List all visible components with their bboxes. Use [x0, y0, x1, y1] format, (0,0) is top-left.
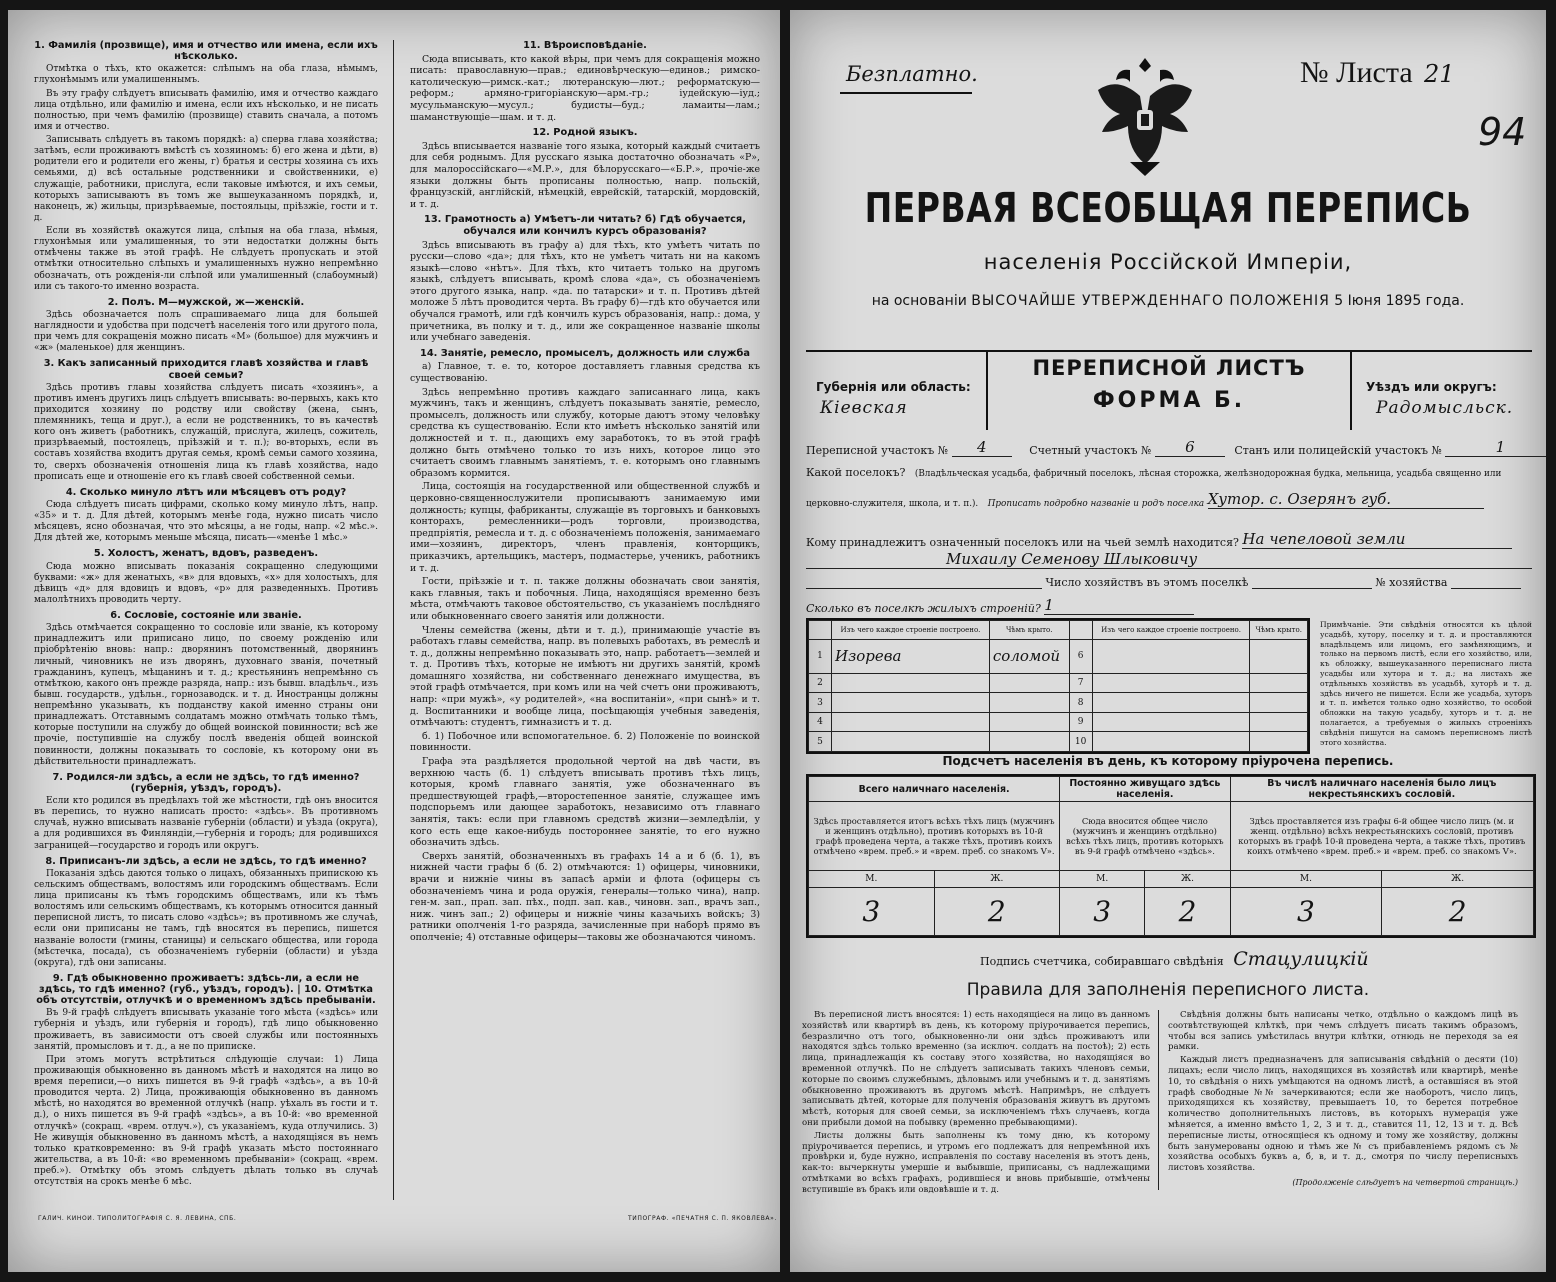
- buildings-header-num: [809, 621, 832, 640]
- signature-value: Стацулицкій: [1233, 948, 1369, 970]
- pop-desc-non-peasant: Здѣсь проставляется изъ графы 6-й общее число лицъ (м. и женщ. отдѣльно) всѣхъ некрестьянскихъ сословій, противъ которыхъ въ графѣ 10-й проведена черта, а также тѣхъ, противъ коихъ отмѣчено «врем. преб.» и «врем. преб. со знакомъ V».: [1230, 802, 1533, 870]
- census-district-value: 4: [952, 438, 1012, 457]
- building-num: 2: [809, 673, 832, 693]
- building-num: 6: [1069, 640, 1092, 674]
- instruction-paragraph: Записывать слѣдуетъ въ такомъ порядкѣ: а) сперва глава хозяйства; затѣмъ, если проживаютъ вмѣстѣ съ хозяиномъ: б) его жена и дѣти, в) родители его и родители его жены, г) братья и сестры хозяина съ ихъ семьями, д) всѣ остальные родственники и свойственники, е) служащіе, работники, прислуга, если таковые имѣются, и ихъ семьи, которыхъ записываютъ въ томъ же вышеуказанномъ порядкѣ, и, наконецъ, ж) жильцы, призрѣваемые, постояльцы, пріѣзжіе, гости и т. д.: [34, 135, 378, 223]
- owner-value-2: Михаилу Семенову Шлыковичу: [806, 550, 1532, 569]
- instruction-paragraph: При этомъ могутъ встрѣтиться слѣдующіе случаи: 1) Лица проживающія обыкновенно въ данномъ мѣстѣ и находятся на лицо во время переписи,—о нихъ пишется въ 9-й графѣ «здѣсь», а въ 10-й проводится черта. 2) Лица, проживающія обыкновенно въ данномъ мѣстѣ, но находятся во временной отлучкѣ (напр. уѣхалъ въ гости и т. д.), о нихъ пишется въ 9-й графѣ «здѣсь», а въ 10-й: «во временной отлучкѣ» (сокращ. «врем. отлуч.»), съ указаніемъ, куда отлучились. 3) Не живущія обыкновенно въ данномъ мѣстѣ, а находящіяся въ немъ только кратковременно: въ 9-й графѣ указать мѣсто постояннаго жительства, а въ 10-й: «во временномъ пребываніи» (сокращ. «врем. преб.»). Отмѣтку объ этомъ слѣдуетъ дѣлать только въ случаѣ отсутствія на срокъ менѣе 6 мѣс.: [34, 1054, 378, 1188]
- instruction-paragraph: Здѣсь вписывается названіе того языка, который каждый считаетъ для себя роднымъ. Для русскаго языка достаточно обозначать «Р», для малороссійскаго—«М.Р.», для бѣлорусскаго—«Б.Р.», прочіе-же языки должны быть прописаны полностью, напр. польскій, французскій, англійскій, нѣмецкій, еврейскій, татарскій, мордовскій, и т. д.: [410, 140, 760, 210]
- building-material: [832, 673, 990, 693]
- total-female-value: 2: [934, 888, 1060, 936]
- right-page-census-form: [790, 10, 1546, 1272]
- buildings-note: Примѣчаніе. Эти свѣдѣнія относятся къ цѣлой усадьбѣ, хутору, поселку и т. д. и проставляются владѣльцемъ или лицомъ, его замѣняющимъ, и только на первомъ листѣ, если его хозяйство, или, къ обложку, вышеуказанного переписнаго листа усадьбы или хутора и т. д.; на листахъ же отдѣльныхъ хозяйствъ въ усадьбѣ, хуторѣ и т. д. здѣсь ничего не пишется. Если же усадьба, хуторъ и т. п. имѣется только одно хозяйство, то особой обложки на такую усадьбу, хуторъ и т. д. не полагается, а требуемыя о жилыхъ строеніяхъ свѣдѣнія пишутся на самомъ переписномъ листѣ этого хозяйства.: [1320, 620, 1532, 747]
- basis-caps: ВЫСОЧАЙШЕ УТВЕРЖДЕННАГО ПОЛОЖЕНІЯ: [971, 293, 1330, 309]
- non-peasant-male-value: 3: [1230, 888, 1382, 936]
- households-row: [806, 576, 1532, 589]
- building-roof: [1250, 693, 1308, 713]
- instruction-paragraph: Сюда слѣдуетъ писать цифрами, сколько кому минуло лѣтъ, напр. «35» и т. д. Для дѣтей, которымъ менѣе года, нужно писать число мѣсяцевъ, ясно обозначая, что это мѣсяцы, а не годы, напр. «2 мѣс.». Для дѣтей же, которымъ меньше мѣсяца, писать—«менѣе 1 мѣс.»: [34, 499, 378, 544]
- instruction-paragraph: Показанія здѣсь даются только о лицахъ, обязанныхъ припискою къ сельскимъ обществамъ, волостямъ или городскимъ обществамъ. Если лица приписаны къ тѣмъ городскимъ обществамъ, или къ тѣмъ волостямъ или сельскимъ обществамъ, къ которымъ относится данный переписной листъ, то писать слово «здѣсь»; въ противномъ же случаѣ, если они приписаны не тамъ, гдѣ вносятся въ перепись, пишется названіе волости (гмины, станицы) и сельскаго общества, или города (мѣстечка, посада), съ обозначеніемъ губерніи (области) и уѣзда (округа), гдѣ они записаны.: [34, 868, 378, 968]
- form-subtitle: населенія Россійской Имперіи,: [983, 250, 1353, 274]
- building-num: 3: [809, 693, 832, 713]
- instruction-heading: 7. Родился-ли здѣсь, а если не здѣсь, то гдѣ именно? (губернія, уѣздъ, городъ).: [52, 771, 360, 794]
- population-count-table: [806, 774, 1536, 938]
- header-top-rule: [806, 350, 1532, 352]
- male-col-label: М.: [1060, 870, 1145, 887]
- non-peasant-female-value: 2: [1382, 888, 1534, 936]
- pop-desc-total: Здѣсь проставляется итогъ всѣхъ тѣхъ лицъ (мужчинъ и женщинъ отдѣльно), противъ которыхъ въ 10-й графѣ проведена черта, а также тѣхъ, противъ коихъ отмѣчено «врем. преб.» и «врем. преб. со знакомъ V».: [809, 802, 1060, 870]
- buildings-header-material-2: Изъ чего каждое строеніе построено.: [1092, 621, 1250, 640]
- basis-prefix: на основаніи: [871, 293, 967, 309]
- basis-suffix: 5 Іюня 1895 года.: [1334, 293, 1465, 309]
- male-col-label: М.: [809, 870, 935, 887]
- sheet-number-value: 21: [1424, 60, 1455, 88]
- table-row: [809, 640, 1308, 674]
- double-headed-eagle-emblem-icon: [1090, 50, 1200, 180]
- building-material: [1092, 693, 1250, 713]
- instruction-heading: 12. Родной языкъ.: [532, 127, 638, 139]
- building-material: [832, 732, 990, 752]
- instruction-paragraph: Отмѣтка о тѣхъ, кто окажется: слѣпымъ на оба глаза, нѣмымъ, глухонѣмымъ или умалишеннымъ.: [34, 64, 378, 86]
- instruction-paragraph: Здѣсь непремѣнно противъ каждаго записаннаго лица, какъ мужчинъ, такъ и женщинъ, слѣдуетъ показывать занятіе, ремесло, промыселъ, должность или службу, которые даютъ этому человѣку средства къ существованію. Если кто имѣетъ нѣсколько занятій или должностей и т. п., дающихъ ему заработокъ, то въ этой графѣ должно быть отмѣчено только то изъ нихъ, которое лицо это считаетъ своимъ главнымъ занятіемъ, т. е. которымъ оно главнымъ образомъ кормится.: [410, 386, 760, 479]
- households-blank: [806, 588, 1042, 589]
- instruction-paragraph: Если въ хозяйствѣ окажутся лица, слѣпыя на оба глаза, нѣмыя, глухонѣмыя или умалишенныя, то эти недостатки должны быть отмѣчены также въ этой графѣ. Не слѣдуетъ пропускать и этой отмѣтки относительно слѣпыхъ и умалишенныхъ нужно непремѣнно обозначать, отъ рожденія-ли слѣпой или умалишенный (слабоумный) или съ такого-то именно возраста.: [34, 226, 378, 292]
- table-row: [809, 732, 1308, 752]
- buildings-count-value: 1: [1044, 596, 1194, 615]
- buildings-count-label: Сколько въ поселкѣ жилыхъ строеній?: [806, 602, 1041, 615]
- police-district-value: 1: [1445, 438, 1546, 457]
- settlement-hint-continued: церковно-служителя, школа, и т. п.).: [806, 499, 979, 509]
- building-material: [1092, 673, 1250, 693]
- instruction-heading: 13. Грамотность а) Умѣетъ-ли читать? б) Гдѣ обучается, обучался или кончилъ курсъ образованія?: [424, 214, 746, 237]
- permanent-female-value: 2: [1145, 888, 1230, 936]
- sheet-number-label: № Листа: [1300, 56, 1413, 89]
- building-roof: [1250, 640, 1308, 674]
- census-district-label: Переписной участокъ №: [806, 444, 949, 457]
- signature-label: Подпись счетчика, собиравшаго свѣдѣнія: [980, 955, 1224, 968]
- building-roof: [989, 732, 1069, 752]
- owner-value: На чепеловой земли: [1242, 530, 1512, 549]
- rules-paragraph: Листы должны быть заполнены къ тому дню, къ которому пріурочивается перепись, и утромъ его подлежатъ для непремѣнной ихъ провѣрки и, буде нужно, исправленія по составу населенія въ этотъ день, как-то: вычеркнуты умершіе и выбывшіе, приписаны, съ надлежащими отмѣтками во всѣхъ графахъ, родившіеся и вновь прибывшіе, отмѣчены вступившіе въ бракъ или овдовѣвшіе и т. д.: [802, 1130, 1150, 1195]
- instruction-paragraph: Здѣсь противъ главы хозяйства слѣдуетъ писать «хозяинъ», а противъ именъ другихъ лицъ слѣдуетъ вписывать: во-первыхъ, какъ кто приходится хозяину по родству или свойству (жена, сынъ, племянникъ, теща и друг.), а если не родственникъ, то въ качествѣ кого онъ живетъ (работникъ, служащій, прислуга, жилецъ, сожитель, призрѣваемый, постоялецъ, пріѣзжій и т. п.); во-вторыхъ, если въ составъ хозяйства входитъ другая семья, кромѣ семьи самого хозяина, то, сверхъ обозначенія отношенія лица къ главѣ хозяйства, надо прописать еще и отношеніе его къ главѣ своей собственной семьи.: [34, 382, 378, 482]
- instruction-paragraph: Сюда можно вписывать показанія сокращенно следующими буквами: «ж» для женатыхъ, «в» для вдовыхъ, «х» для холостыхъ, для дѣвицъ «д» для вдовицъ и вдовъ, «р» для разведенныхъ. Противъ малолѣтнихъ проводить черту.: [34, 561, 378, 605]
- counting-district-label: Счетный участокъ №: [1029, 444, 1152, 457]
- male-col-label: М.: [1230, 870, 1382, 887]
- instruction-paragraph: Члены семейства (жены, дѣти и т. д.), принимающіе участіе въ работахъ главы семейства, напр. въ полевыхъ работахъ, въ ремеслѣ и т. д., должны непремѣнно показывать это, напр. работаетъ—землей и т. д. Противъ тѣхъ, которые не имѣютъ ни другихъ занятій, кромѣ домашняго хозяйства, ни собственнаго денежнаго имущества, въ этой графѣ отмѣчается, при комъ или на чей счетъ они проживаютъ, напр: «при мужѣ», «у родителей», «на воспитаніи», «при сынѣ» и т. д. Воспитанники и вообще лица, посѣщающія учебныя заведенія, отмѣчаютъ: студентъ, гимназистъ и т. д.: [410, 624, 760, 729]
- instruction-paragraph: Лица, состоящія на государственной или общественной службѣ и церковно-священнослужители прописываютъ занимаемую ими должность; купцы, фабриканты, служащіе въ торговыхъ и банковыхъ конторахъ, ремесленники—родъ торговли, производства, предпріятія, ремесла и т. д. с обозначеніемъ положенія, занимаемаго ими—хозяинъ, директоръ, членъ правленія, конторщикъ, приказчикъ, артельщикъ, мастеръ, подмастерье, ученикъ, работникъ и т. д.: [410, 481, 760, 574]
- instruction-paragraph: Здѣсь вписывають въ графу а) для тѣхъ, кто умѣетъ читать по русски—слово «да»; для тѣхъ, кто не умѣетъ читать ни на какомъ языкѣ—слово «нѣтъ». Для тѣхъ, кто читаетъ только на другомъ языкѣ, слѣдуетъ вписывать, кромѣ слова «да», съ обозначеніемъ этого другого языка, напр. «да. по татарски» и т. п. Противъ дѣтей моложе 5 лѣтъ проводится черта. Въ графу б)—гдѣ кто обучается или обучался грамотѣ, или гдѣ кончилъ курсъ образованія, напр.: дома, у причетника, въ полку и т. д., или же сокращенное названіе школы или учебнаго заведенія.: [410, 239, 760, 344]
- buildings-table: [806, 618, 1310, 754]
- building-material: Изорева: [832, 640, 990, 674]
- free-label-underline: [840, 92, 972, 94]
- rules-title: Правила для заполненія переписного листа.: [966, 980, 1370, 1000]
- female-col-label: Ж.: [1145, 870, 1230, 887]
- building-roof: [989, 693, 1069, 713]
- permanent-male-value: 3: [1060, 888, 1145, 936]
- police-district-label: Станъ или полицейскій участокъ №: [1234, 444, 1442, 457]
- legal-basis-line: [790, 293, 1546, 309]
- pop-header-total: Всего наличнаго населенія.: [809, 777, 1060, 802]
- female-col-label: Ж.: [1382, 870, 1534, 887]
- instruction-paragraph: Сюда вписывать, кто какой вѣры, при чемъ для сокращенія можно писать: православную—прав.; единовѣрческую—единов.; римско-католическую—римск.-кат.; лютеранскую—лют.; реформатскую—реформ.; армяно-григоріанскую—арм.-гр.; іудейскую—іуд.; мусульманскую—мусул.; будисты—буд.; ламаиты—лам.; шаманствующіе—шам. и т. д.: [410, 53, 760, 123]
- instruction-heading: 14. Занятіе, ремесло, промыселъ, должность или служба: [420, 347, 750, 359]
- district-label: Уѣздъ или округъ:: [1366, 380, 1497, 394]
- settlement-instruction: Прописать подробно названіе и родъ поселка: [987, 499, 1205, 509]
- instruction-paragraph: б. 1) Побочное или вспомогательное. б. 2) Положеніе по воинской повинности.: [410, 730, 760, 754]
- form-code: ФОРМА Б.: [1092, 388, 1246, 413]
- building-roof: [989, 712, 1069, 732]
- free-of-charge-label: Безплатно.: [846, 62, 978, 86]
- printer-imprint-left: ГАЛИЧ. КИНОИ. ТИПОЛИТОГРАФІЯ С. Я. ЛЕВИНА, СПБ.: [38, 1215, 237, 1222]
- settlement-row: [806, 466, 1532, 479]
- settlement-hint: (Владѣльческая усадьба, фабричный поселокъ, лѣсная сторожка, желѣзнодорожная будка, мельница, усадьба священно или: [914, 469, 1502, 479]
- building-roof: [1250, 732, 1308, 752]
- buildings-header-num-2: [1069, 621, 1092, 640]
- form-name: ПЕРЕПИСНОЙ ЛИСТЪ: [1032, 356, 1306, 380]
- instruction-paragraph: Сверхъ занятій, обозначенныхъ въ графахъ 14 а и б (б. 1), въ нижней части графы б (б. 2) отмѣчаются: 1) офицеры, чиновники, врачи и нижніе чины въ запасѣ арміи и флота (офицеры съ обозначеніемъ чина и рода оружія, генералы—только чина), напр. ген-м. зап., прап. зап. пѣх., подп. зап. кав., чиновн. зап., врачъ зап., ниж. чинъ зап.; 2) офицеры и нижніе чины казачьихъ войскъ; 3) ратники ополченія 1-го разряда, зачисленные при наборѣ прямо въ ополченіе; 4) отставные офицеры—таковы же обозначаются чиномъ.: [410, 850, 760, 943]
- building-num: 8: [1069, 693, 1092, 713]
- table-row: [809, 673, 1308, 693]
- district-numbers-row: [806, 438, 1532, 457]
- header-right-rule: [1350, 350, 1352, 430]
- rules-paragraph: Свѣдѣнія должны быть написаны четко, отдѣльно о каждомъ лицѣ въ соотвѣтствующей клѣткѣ, при чемъ слѣдуетъ писать такимъ образомъ, чтобы вся запись умѣстилась внутри клѣтки, отнюдь не переходя за ея рамки.: [1168, 1010, 1518, 1053]
- instruction-heading: 5. Холостъ, женатъ, вдовъ, разведенъ.: [93, 548, 319, 560]
- buildings-header-roof: Чѣмъ крыто.: [989, 621, 1069, 640]
- instructions-column-left: [34, 36, 378, 1190]
- settlement-value: Хутор. с. Озерянъ губ.: [1208, 490, 1484, 509]
- table-row: [809, 712, 1308, 732]
- instruction-paragraph: Если кто родился въ предѣлахъ той же мѣстности, гдѣ онъ вносится въ перепись, то нужно написать просто: «здѣсь». Въ противномъ случаѣ, нужно вписывать названіе губерніи (области) и уѣзда (округа), а для родившихся въ Финляндіи,—губернія и городъ; для родившихся заграницей—государство и городъ или округъ.: [34, 796, 378, 851]
- rules-paragraph: Каждый листъ предназначенъ для записыванія свѣдѣній о десяти (10) лицахъ; если число лицъ, находящихся въ хозяйствѣ или квартирѣ, менѣе 10, то свѣдѣнія о нихъ умѣщаются на одномъ листѣ, а оставшіяся въ этой графѣ свободные №№ зачеркиваются; если же наоборотъ, число лицъ, приходящихся къ хозяйству, превышаетъ 10, то берется потребное количество дополнительныхъ листовъ, въ которыхъ нумерація уже мѣняется, а именно вмѣсто 1, 2, 3 и т. д., ставится 11, 12, 13 и т. д. Всѣ переписные листы, относящіеся къ одному и тому же хозяйству, должны быть занумерованы одною и тѣмъ же № съ прибавленіемъ рядомъ съ № хозяйства особыхъ буквъ а, б, в, и т. д., смотря по числу переписныхъ листовъ хозяйства.: [1168, 1055, 1518, 1174]
- owner-label: Кому принадлежитъ означенный поселокъ или на чьей землѣ находится?: [806, 536, 1239, 549]
- instruction-heading: 4. Сколько минуло лѣтъ или мѣсяцевъ отъ роду?: [65, 486, 347, 498]
- counting-district-value: 6: [1155, 438, 1225, 457]
- instruction-paragraph: Гости, пріѣзжіе и т. п. также должны обозначать свои занятія, какъ главныя, такъ и побочныя. Лица, находящіяся временно безъ мѣста, отмѣчаютъ таковое обстоятельство, съ указаніемъ послѣдняго или обыкновеннаго своего занятія или должности.: [410, 576, 760, 622]
- building-num: 10: [1069, 732, 1092, 752]
- instruction-heading: 2. Полъ. М—мужской, ж—женскій.: [107, 296, 305, 308]
- instruction-heading: 8. Приписанъ-ли здѣсь, а если не здѣсь, то гдѣ именно?: [45, 855, 367, 867]
- rules-divider: [1158, 1010, 1159, 1190]
- instruction-heading: 11. Вѣроисповѣданіе.: [523, 40, 647, 51]
- instruction-paragraph: Графа эта раздѣляется продольной чертой на двѣ части, въ верхнюю часть (б. 1) слѣдуетъ вписывать противъ тѣхъ лицъ, которыя, кромѣ главнаго занятія, уже обозначеннаго въ предшествующей графѣ,—второстепенное занятіе, служащее имъ подспорьемъ или дающее заработокъ, независимо отъ главнаго занятія, такъ: если при главномъ средствѣ жизни—земледѣліи, у кого есть еще какое-нибудь постороннее занятіе, то его нужно обозначить здѣсь.: [410, 756, 760, 849]
- building-material: [1092, 640, 1250, 674]
- instruction-paragraph: а) Главное, т. е. то, которое доставляетъ главныя средства къ существованію.: [410, 361, 760, 385]
- building-num: 7: [1069, 673, 1092, 693]
- form-main-title: ПЕРВАЯ ВСЕОБЩАЯ ПЕРЕПИСЬ: [864, 183, 1472, 232]
- building-roof: [1250, 712, 1308, 732]
- province-label: Губернія или область:: [816, 380, 971, 394]
- instruction-heading: 1. Фамилія (прозвище), имя и отчество или имена, если ихъ нѣсколько.: [34, 40, 378, 63]
- building-material: [1092, 712, 1250, 732]
- building-num: 4: [809, 712, 832, 732]
- rules-column-right: [1168, 1010, 1518, 1189]
- owner-row-2: [806, 550, 1532, 569]
- settlement-value-row: [806, 490, 1532, 509]
- buildings-header-roof-2: Чѣмъ крыто.: [1250, 621, 1308, 640]
- pop-header-non-peasant: Въ числѣ наличнаго населенія было лицъ некрестьянскихъ сословій.: [1230, 777, 1533, 802]
- settlement-label: Какой поселокъ?: [806, 466, 906, 479]
- form-header-box: [806, 350, 1532, 430]
- instructions-column-right: [410, 36, 760, 946]
- households-value: [1252, 588, 1372, 589]
- instruction-heading: 3. Какъ записанный приходится главѣ хозяйства и главѣ своей семьи?: [43, 358, 369, 381]
- column-divider: [393, 40, 394, 1200]
- population-count-title: Подсчетъ населенія въ день, къ которому пріурочена перепись.: [942, 754, 1394, 768]
- pop-desc-permanent: Сюда вносится общее число (мужчинъ и женщинъ отдѣльно) всѣхъ тѣхъ лицъ, противъ которыхъ въ 9-й графѣ отмѣчено «здѣсь».: [1060, 802, 1231, 870]
- female-col-label: Ж.: [934, 870, 1060, 887]
- district-value: Радомысльск.: [1376, 398, 1514, 418]
- instruction-heading: 6. Сословіе, состояніе или званіе.: [110, 610, 302, 621]
- building-num: 1: [809, 640, 832, 674]
- building-roof: соломой: [989, 640, 1069, 674]
- buildings-header-material: Изъ чего каждое строеніе построено.: [832, 621, 990, 640]
- building-material: [832, 693, 990, 713]
- enumerator-signature-row: [980, 948, 1369, 970]
- buildings-count-row: [806, 596, 1532, 615]
- rules-column-left: [802, 1010, 1150, 1198]
- left-page-instructions: [8, 10, 780, 1272]
- household-number-label: № хозяйства: [1375, 576, 1448, 589]
- households-label: Число хозяйствъ въ этомъ поселкѣ: [1045, 576, 1249, 589]
- total-male-value: 3: [809, 888, 935, 936]
- owner-row: [806, 530, 1532, 549]
- pop-header-permanent: Постоянно живущаго здѣсь населенія.: [1060, 777, 1231, 802]
- table-row: [809, 693, 1308, 713]
- building-material: [1092, 732, 1250, 752]
- printer-imprint-right: ТИПОГРАФ. «ПЕЧАТНЯ С. П. ЯКОВЛЕВА».: [628, 1215, 777, 1222]
- continued-note: (Продолженіе слѣдуетъ на четвертой страницѣ.): [1292, 1177, 1518, 1187]
- building-roof: [989, 673, 1069, 693]
- province-value: Кіевская: [820, 398, 908, 418]
- rules-paragraph: Въ переписной листъ вносятся: 1) есть находящіеся на лицо въ данномъ хозяйствѣ или квартирѣ въ день, къ которому пріурочивается перепись, безразлично отъ того, обыкновенно-ли они здѣсь проживаютъ или находятся здѣсь только временно (за исключ. солдатъ на постоѣ); 2) есть лица, принадлежащія къ составу этого хозяйства, но находящіяся во временной отлучкѣ. По не слѣдуетъ записывать такихъ членовъ семьи, которые по своимъ служебнымъ, дѣловымъ или учебнымъ и т. д. занятіямъ обыкновенно проживаютъ въ другомъ мѣстѣ. Напримѣръ, не слѣдуетъ записывать дѣтей, которые для полученія образованія живутъ въ другомъ мѣстѣ, которыя для своей семьи, за исключеніемъ тѣхъ случаевъ, когда они прибыли домой на побывку (временно пребывающими).: [802, 1010, 1150, 1128]
- instruction-paragraph: Въ эту графу слѣдуетъ вписывать фамилію, имя и отчество каждаго лица отдѣльно, или фамилію и имена, если ихъ нѣсколько, и не писать полностью, при чемъ фамилію (прозвище) ставить сначала, а потомъ имя и отчество.: [34, 88, 378, 132]
- instruction-heading: 9. Гдѣ обыкновенно проживаетъ: здѣсь-ли, а если не здѣсь, то гдѣ именно? (губ., уѣздъ, городъ). | 10. Отмѣтка объ отсутствіи, отлучкѣ и о временномъ здѣсь пребываніи.: [36, 972, 376, 1007]
- building-num: 9: [1069, 712, 1092, 732]
- instruction-paragraph: Въ 9-й графѣ слѣдуетъ вписывать указаніе того мѣста («здѣсь» или губернія и уѣздъ, или губернія и городъ), гдѣ лицо обыкновенно проживаетъ, въ зависимости отъ своей службы или постоянныхъ занятій, промысловъ и т. д., а не по приписке.: [34, 1008, 378, 1052]
- building-material: [832, 712, 990, 732]
- archive-page-number: 94: [1478, 110, 1527, 154]
- household-number-value: [1451, 588, 1521, 589]
- instruction-paragraph: Здѣсь отмѣчается сокращенно то сословіе или званіе, къ которому принадлежитъ или приписано лицо, по своему рожденію или пріобрѣтенію вновь: напр.: дворянинъ потомственный, дворянинъ личный, чиновникъ не изъ дворянъ, духовнаго званія, почетный гражданинъ, купецъ, мѣщанинъ и т. д.; крестьянинъ непремѣнно съ отмѣткою, какого онъ прежде разряда, напр.: изъ бывш. владѣльч., изъ бывш. государств., удѣльн., горнозаводск. и т. д. Иностранцы должны непремѣнно указывать, къ подданству какой именно страны они принадлежатъ. Отставнымъ солдатамъ можно отмѣчать только тѣмъ, которые поступили на службу до общей воинской повинности; всѣ же прочіе, поступившіе на службу послѣ введенія общей воинской повинности, должны показывать то сословіе, къ которому они въ дѣйствительности принадлежатъ.: [34, 623, 378, 767]
- instruction-paragraph: Здѣсь обозначается полъ спрашиваемаго лица для большей наглядности и удобства при подсчетѣ населенія того или другого пола, при чемъ для сокращенія можно писать «М» (большое) для мужчинъ и «ж» (маленькое) для женщинъ.: [34, 309, 378, 354]
- building-num: 5: [809, 732, 832, 752]
- building-roof: [1250, 673, 1308, 693]
